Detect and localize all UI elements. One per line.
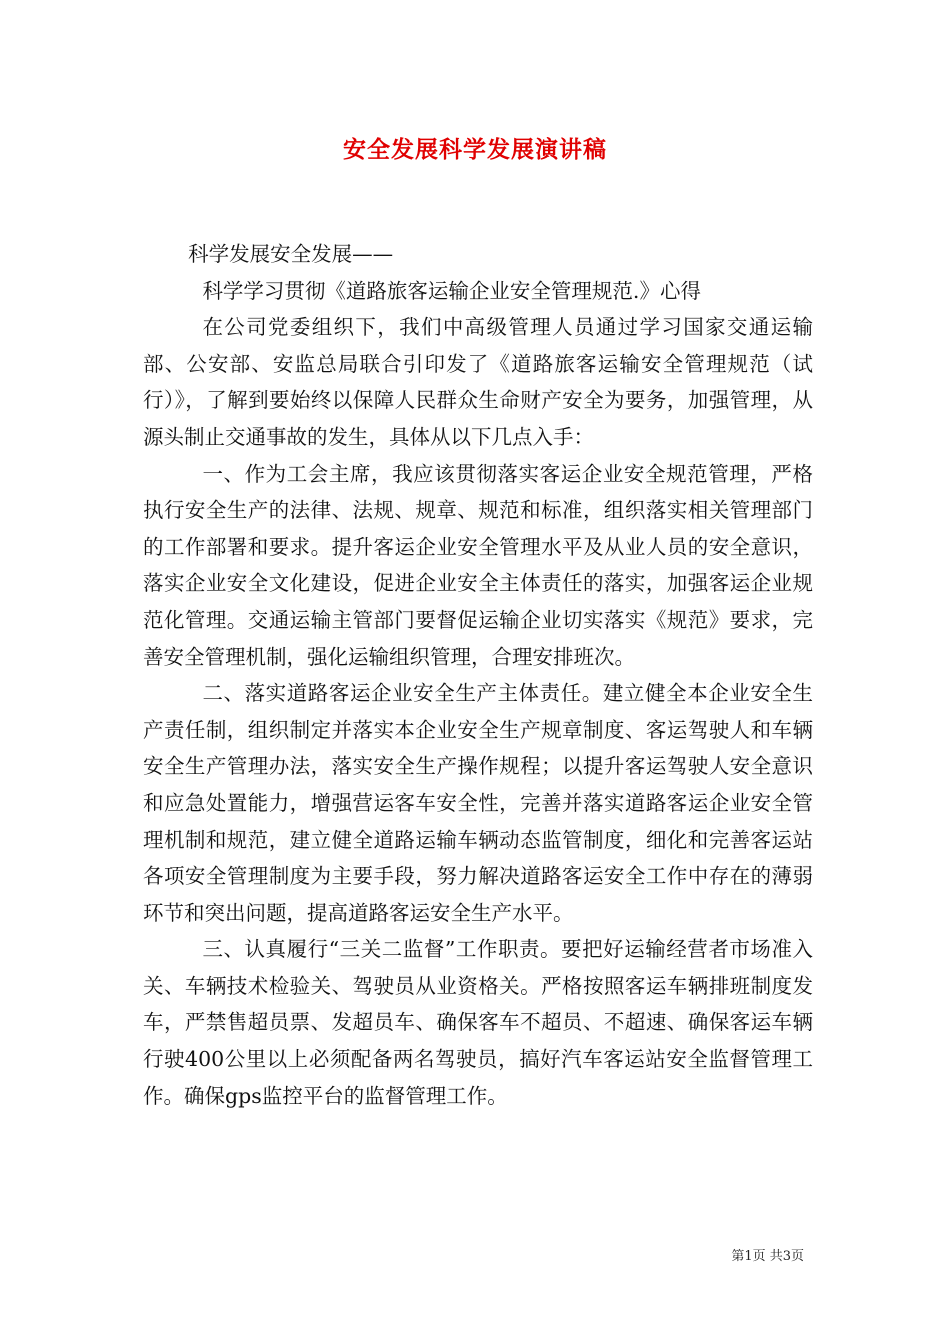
paragraph-point-two: 二、落实道路客运企业安全生产主体责任。建立健全本企业安全生产责任制，组织制定并落实本企业安全生产规章制度、客运驾驶人和车辆安全生产管理办法，落实安全生产操作规程；以提升客运驾驶人安全意识和应急处置能力，增强营运客车安全性，完善并落实道路客运企业安全管理机制和规范，建立健全道路运输车辆动态监管制度，细化和完善客运站各项安全管理制度为主要手段，努力解决道路客运安全工作中存在的薄弱环节和突出问题，提高道路客运安全生产水平。 xyxy=(143,681,813,925)
paragraph-point-one: 一、作为工会主席，我应该贯彻落实客运企业安全规范管理，严格执行安全生产的法律、法规、规章、规范和标准，组织落实相关管理部门的工作部署和要求。提升客运企业安全管理水平及从业人员的安全意识，落实企业安全文化建设，促进企业安全主体责任的落实，加强客运企业规范化管理。交通运输主管部门要督促运输企业切实落实《规范》要求，完善安全管理机制，强化运输组织管理，合理安排班次。 xyxy=(143,461,813,669)
document-body xyxy=(143,236,813,1114)
paragraph-heading: 科学发展安全发展—— xyxy=(188,242,394,266)
paragraph-point-three: 三、认真履行“三关二监督”工作职责。要把好运输经营者市场准入关、车辆技术检验关、驾驶员从业资格关。严格按照客运车辆排班制度发车，严禁售超员票、发超员车、确保客车不超员、不超速、确保客运车辆行驶400公里以上必须配备两名驾驶员，搞好汽车客运站安全监督管理工作。确保gps监控平台的监督管理工作。 xyxy=(143,937,813,1108)
page-number: 第1页 共3页 xyxy=(731,1249,804,1264)
paragraph-intro: 在公司党委组织下，我们中高级管理人员通过学习国家交通运输部、公安部、安监总局联合引印发了《道路旅客运输安全管理规范（试行）》，了解到要始终以保障人民群众生命财产安全为要务，加强管理，从源头制止交通事故的发生，具体从以下几点入手： xyxy=(143,315,813,449)
paragraph-subheading: 科学学习贯彻《道路旅客运输企业安全管理规范.》心得 xyxy=(202,278,701,303)
document-title: 安全发展科学发展演讲稿 xyxy=(343,136,607,163)
